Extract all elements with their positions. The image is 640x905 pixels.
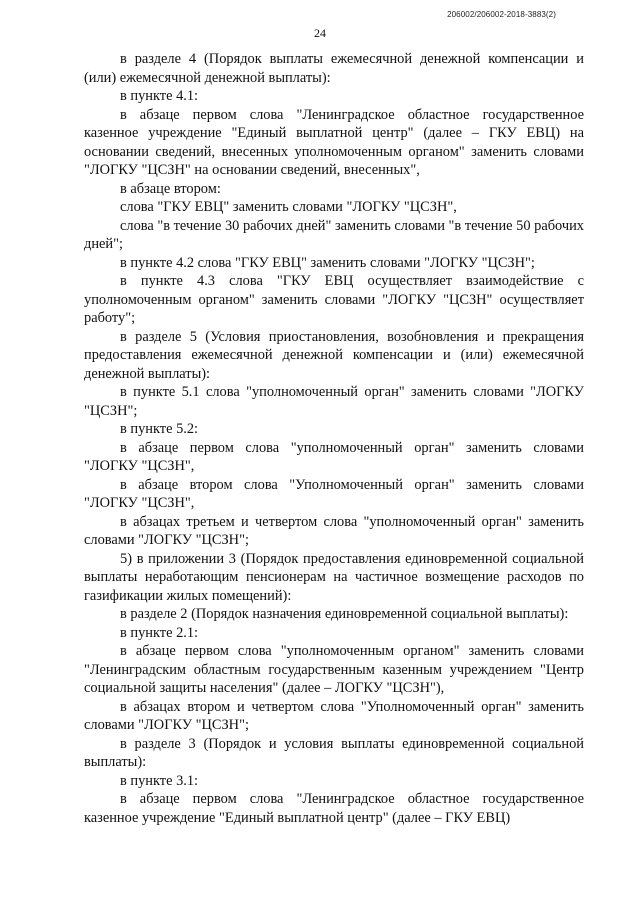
paragraph: слова "в течение 30 рабочих дней" заменить словами "в течение 50 рабочих дней"; <box>84 217 585 252</box>
paragraph: слова "ГКУ ЕВЦ" заменить словами "ЛОГКУ "ЦСЗН", <box>120 199 457 215</box>
paragraph: в пункте 4.3 слова "ГКУ ЕВЦ осуществляет взаимодействие с уполномоченным органом" заменить словами "ЛОГКУ "ЦСЗН" осуществляет работу"; <box>84 273 584 326</box>
paragraph: в разделе 5 (Условия приостановления, возобновления и прекращения предоставления ежемесячной денежной компенсации и (или) ежемесячной денежной выплаты): <box>84 328 584 382</box>
paragraph: 5) в приложении 3 (Порядок предоставления единовременной социальной выплаты неработающим пенсионерам на частичное возмещение расходов по газификации жилых помещений): <box>84 550 584 604</box>
paragraph: в пункте 2.1: <box>120 624 199 641</box>
paragraph: в пункте 4.2 слова "ГКУ ЕВЦ" заменить словами "ЛОГКУ "ЦСЗН"; <box>120 254 535 271</box>
paragraph: в абзаце первом слова "уполномоченным органом" заменить словами "Ленинградским областным государственным казенным учреждением "Центр социальной защиты населения" (далее – ЛОГКУ "ЦСЗН"), <box>84 643 584 696</box>
paragraph: в пункте 5.1 слова "уполномоченный орган" заменить словами "ЛОГКУ "ЦСЗН"; <box>84 384 584 419</box>
page-number: 24 <box>314 26 326 40</box>
paragraph: в разделе 4 (Порядок выплаты ежемесячной денежной компенсации и (или) ежемесячной денежной выплаты): <box>84 51 584 86</box>
paragraph: в абзаце первом слова "Ленинградское областное государственное казенное учреждение "Единый выплатной центр" (далее – ГКУ ЕВЦ) на основании сведений, внесенных уполномоченным органом" заменить словами "ЛОГКУ "ЦСЗН" на основании сведений, внесенных", <box>84 106 584 178</box>
paragraph: в абзацах третьем и четвертом слова "уполномоченный орган" заменить словами "ЛОГКУ "ЦСЗН"; <box>84 513 584 548</box>
paragraph: в абзацах втором и четвертом слова "Уполномоченный орган" заменить словами "ЛОГКУ "ЦСЗН"; <box>84 698 584 733</box>
paragraph: в абзаце первом слова "Ленинградское областное государственное казенное учреждение "Единый выплатной центр" (далее – ГКУ ЕВЦ) <box>84 791 584 826</box>
paragraph: в пункте 4.1: <box>120 88 199 104</box>
paragraph: в разделе 3 (Порядок и условия выплаты единовременной социальной выплаты): <box>84 735 584 770</box>
paragraph: в абзаце первом слова "уполномоченный орган" заменить словами "ЛОГКУ "ЦСЗН", <box>84 439 584 474</box>
document-id: 206002/206002-2018-3883(2) <box>447 10 556 19</box>
paragraph: в абзаце втором слова "Уполномоченный орган" заменить словами "ЛОГКУ "ЦСЗН", <box>84 476 584 511</box>
document-body <box>84 50 584 827</box>
paragraph: в пункте 3.1: <box>120 772 199 789</box>
paragraph: в разделе 2 (Порядок назначения единовременной социальной выплаты): <box>120 606 569 622</box>
paragraph: в пункте 5.2: <box>120 421 199 437</box>
paragraph: в абзаце втором: <box>120 180 221 197</box>
